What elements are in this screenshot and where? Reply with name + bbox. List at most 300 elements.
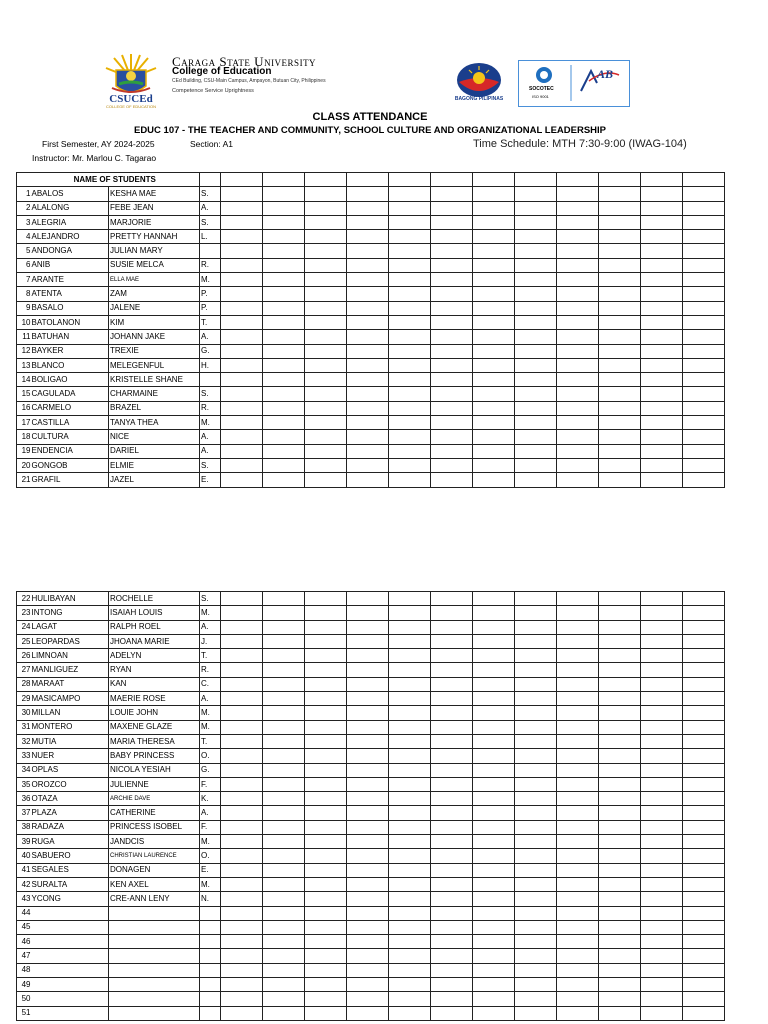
attendance-cell[interactable] [263, 1006, 305, 1020]
attendance-cell[interactable] [473, 230, 515, 244]
attendance-cell[interactable] [599, 892, 641, 906]
attendance-cell[interactable] [305, 416, 347, 430]
attendance-cell[interactable] [515, 806, 557, 820]
attendance-cell[interactable] [431, 978, 473, 992]
attendance-cell[interactable] [347, 215, 389, 229]
attendance-cell[interactable] [347, 792, 389, 806]
attendance-cell[interactable] [389, 820, 431, 834]
attendance-cell[interactable] [683, 877, 725, 891]
attendance-cell[interactable] [347, 344, 389, 358]
attendance-cell[interactable] [221, 358, 263, 372]
attendance-cell[interactable] [221, 992, 263, 1006]
attendance-cell[interactable] [557, 592, 599, 606]
attendance-cell[interactable] [221, 606, 263, 620]
attendance-cell[interactable] [263, 187, 305, 201]
attendance-cell[interactable] [263, 401, 305, 415]
attendance-cell[interactable] [557, 763, 599, 777]
attendance-cell[interactable] [515, 963, 557, 977]
attendance-cell[interactable] [347, 920, 389, 934]
attendance-cell[interactable] [641, 806, 683, 820]
attendance-cell[interactable] [599, 706, 641, 720]
attendance-cell[interactable] [347, 244, 389, 258]
attendance-cell[interactable] [515, 920, 557, 934]
attendance-cell[interactable] [641, 373, 683, 387]
attendance-cell[interactable] [221, 416, 263, 430]
attendance-cell[interactable] [263, 806, 305, 820]
attendance-cell[interactable] [515, 720, 557, 734]
attendance-cell[interactable] [515, 430, 557, 444]
attendance-cell[interactable] [263, 877, 305, 891]
attendance-cell[interactable] [389, 258, 431, 272]
attendance-cell[interactable] [515, 258, 557, 272]
attendance-cell[interactable] [641, 892, 683, 906]
attendance-cell[interactable] [347, 187, 389, 201]
attendance-cell[interactable] [683, 978, 725, 992]
attendance-cell[interactable] [347, 387, 389, 401]
attendance-cell[interactable] [221, 287, 263, 301]
attendance-cell[interactable] [389, 620, 431, 634]
attendance-cell[interactable] [599, 230, 641, 244]
attendance-cell[interactable] [641, 963, 683, 977]
attendance-cell[interactable] [221, 849, 263, 863]
attendance-cell[interactable] [641, 230, 683, 244]
attendance-cell[interactable] [221, 692, 263, 706]
attendance-cell[interactable] [515, 230, 557, 244]
attendance-cell[interactable] [641, 920, 683, 934]
attendance-cell[interactable] [473, 677, 515, 691]
attendance-cell[interactable] [599, 473, 641, 487]
attendance-cell[interactable] [473, 244, 515, 258]
attendance-cell[interactable] [515, 777, 557, 791]
attendance-cell[interactable] [389, 734, 431, 748]
attendance-cell[interactable] [389, 649, 431, 663]
attendance-cell[interactable] [263, 458, 305, 472]
attendance-cell[interactable] [347, 606, 389, 620]
attendance-cell[interactable] [473, 935, 515, 949]
attendance-cell[interactable] [473, 330, 515, 344]
attendance-cell[interactable] [599, 992, 641, 1006]
attendance-cell[interactable] [347, 720, 389, 734]
attendance-cell[interactable] [305, 358, 347, 372]
attendance-cell[interactable] [473, 649, 515, 663]
attendance-cell[interactable] [263, 820, 305, 834]
attendance-cell[interactable] [389, 373, 431, 387]
attendance-cell[interactable] [263, 777, 305, 791]
attendance-cell[interactable] [347, 835, 389, 849]
attendance-cell[interactable] [389, 473, 431, 487]
attendance-cell[interactable] [515, 978, 557, 992]
attendance-cell[interactable] [599, 634, 641, 648]
attendance-cell[interactable] [599, 430, 641, 444]
attendance-cell[interactable] [431, 677, 473, 691]
attendance-cell[interactable] [473, 258, 515, 272]
attendance-cell[interactable] [641, 906, 683, 920]
attendance-cell[interactable] [599, 330, 641, 344]
attendance-cell[interactable] [641, 692, 683, 706]
attendance-cell[interactable] [599, 734, 641, 748]
attendance-cell[interactable] [683, 358, 725, 372]
attendance-cell[interactable] [221, 301, 263, 315]
attendance-cell[interactable] [347, 373, 389, 387]
attendance-cell[interactable] [263, 863, 305, 877]
attendance-cell[interactable] [599, 663, 641, 677]
attendance-cell[interactable] [263, 606, 305, 620]
attendance-cell[interactable] [431, 258, 473, 272]
attendance-cell[interactable] [389, 230, 431, 244]
attendance-cell[interactable] [683, 835, 725, 849]
date-header-cell[interactable] [473, 173, 515, 187]
attendance-cell[interactable] [431, 835, 473, 849]
attendance-cell[interactable] [683, 806, 725, 820]
attendance-cell[interactable] [389, 935, 431, 949]
attendance-cell[interactable] [221, 315, 263, 329]
attendance-cell[interactable] [683, 387, 725, 401]
attendance-cell[interactable] [431, 963, 473, 977]
attendance-cell[interactable] [221, 877, 263, 891]
attendance-cell[interactable] [473, 634, 515, 648]
attendance-cell[interactable] [683, 892, 725, 906]
attendance-cell[interactable] [389, 430, 431, 444]
attendance-cell[interactable] [221, 935, 263, 949]
attendance-cell[interactable] [557, 315, 599, 329]
attendance-cell[interactable] [473, 863, 515, 877]
attendance-cell[interactable] [641, 792, 683, 806]
attendance-cell[interactable] [599, 358, 641, 372]
attendance-cell[interactable] [683, 649, 725, 663]
attendance-cell[interactable] [599, 387, 641, 401]
attendance-cell[interactable] [641, 258, 683, 272]
attendance-cell[interactable] [347, 330, 389, 344]
attendance-cell[interactable] [431, 373, 473, 387]
attendance-cell[interactable] [221, 330, 263, 344]
attendance-cell[interactable] [473, 906, 515, 920]
attendance-cell[interactable] [683, 692, 725, 706]
attendance-cell[interactable] [473, 849, 515, 863]
attendance-cell[interactable] [389, 863, 431, 877]
date-header-cell[interactable] [515, 173, 557, 187]
attendance-cell[interactable] [431, 920, 473, 934]
attendance-cell[interactable] [557, 949, 599, 963]
attendance-cell[interactable] [557, 634, 599, 648]
attendance-cell[interactable] [347, 430, 389, 444]
attendance-cell[interactable] [221, 230, 263, 244]
attendance-cell[interactable] [683, 430, 725, 444]
attendance-cell[interactable] [641, 287, 683, 301]
attendance-cell[interactable] [641, 358, 683, 372]
attendance-cell[interactable] [599, 258, 641, 272]
attendance-cell[interactable] [305, 387, 347, 401]
attendance-cell[interactable] [389, 849, 431, 863]
attendance-cell[interactable] [599, 373, 641, 387]
attendance-cell[interactable] [431, 949, 473, 963]
attendance-cell[interactable] [557, 978, 599, 992]
date-header-cell[interactable] [305, 173, 347, 187]
attendance-cell[interactable] [389, 187, 431, 201]
attendance-cell[interactable] [473, 215, 515, 229]
attendance-cell[interactable] [683, 416, 725, 430]
attendance-cell[interactable] [641, 416, 683, 430]
attendance-cell[interactable] [431, 473, 473, 487]
attendance-cell[interactable] [599, 344, 641, 358]
attendance-cell[interactable] [305, 344, 347, 358]
attendance-cell[interactable] [683, 963, 725, 977]
attendance-cell[interactable] [515, 444, 557, 458]
attendance-cell[interactable] [557, 430, 599, 444]
attendance-cell[interactable] [599, 963, 641, 977]
attendance-cell[interactable] [431, 330, 473, 344]
attendance-cell[interactable] [557, 677, 599, 691]
attendance-cell[interactable] [515, 401, 557, 415]
attendance-cell[interactable] [683, 230, 725, 244]
attendance-cell[interactable] [221, 201, 263, 215]
attendance-cell[interactable] [683, 663, 725, 677]
attendance-cell[interactable] [347, 444, 389, 458]
attendance-cell[interactable] [683, 458, 725, 472]
attendance-cell[interactable] [641, 430, 683, 444]
attendance-cell[interactable] [431, 1006, 473, 1020]
attendance-cell[interactable] [473, 620, 515, 634]
attendance-cell[interactable] [389, 663, 431, 677]
attendance-cell[interactable] [557, 230, 599, 244]
attendance-cell[interactable] [221, 920, 263, 934]
attendance-cell[interactable] [473, 444, 515, 458]
attendance-cell[interactable] [557, 458, 599, 472]
attendance-cell[interactable] [389, 444, 431, 458]
attendance-cell[interactable] [515, 301, 557, 315]
attendance-cell[interactable] [389, 273, 431, 287]
attendance-cell[interactable] [683, 606, 725, 620]
attendance-cell[interactable] [221, 649, 263, 663]
attendance-cell[interactable] [431, 444, 473, 458]
attendance-cell[interactable] [599, 606, 641, 620]
attendance-cell[interactable] [599, 187, 641, 201]
attendance-cell[interactable] [389, 949, 431, 963]
attendance-cell[interactable] [305, 663, 347, 677]
attendance-cell[interactable] [431, 849, 473, 863]
attendance-cell[interactable] [389, 458, 431, 472]
attendance-cell[interactable] [683, 906, 725, 920]
attendance-cell[interactable] [347, 849, 389, 863]
attendance-cell[interactable] [641, 777, 683, 791]
attendance-cell[interactable] [473, 692, 515, 706]
attendance-cell[interactable] [263, 273, 305, 287]
attendance-cell[interactable] [347, 734, 389, 748]
attendance-cell[interactable] [263, 416, 305, 430]
attendance-cell[interactable] [641, 749, 683, 763]
attendance-cell[interactable] [389, 201, 431, 215]
attendance-cell[interactable] [515, 416, 557, 430]
attendance-cell[interactable] [347, 416, 389, 430]
attendance-cell[interactable] [641, 1006, 683, 1020]
attendance-cell[interactable] [515, 315, 557, 329]
date-header-cell[interactable] [683, 173, 725, 187]
attendance-cell[interactable] [431, 792, 473, 806]
attendance-cell[interactable] [557, 863, 599, 877]
attendance-cell[interactable] [263, 444, 305, 458]
attendance-cell[interactable] [305, 315, 347, 329]
attendance-cell[interactable] [473, 1006, 515, 1020]
attendance-cell[interactable] [347, 649, 389, 663]
attendance-cell[interactable] [263, 892, 305, 906]
attendance-cell[interactable] [431, 215, 473, 229]
attendance-cell[interactable] [389, 706, 431, 720]
attendance-cell[interactable] [683, 992, 725, 1006]
attendance-cell[interactable] [557, 244, 599, 258]
attendance-cell[interactable] [473, 473, 515, 487]
attendance-cell[interactable] [221, 835, 263, 849]
attendance-cell[interactable] [389, 963, 431, 977]
date-header-cell[interactable] [557, 173, 599, 187]
attendance-cell[interactable] [473, 949, 515, 963]
attendance-cell[interactable] [347, 806, 389, 820]
attendance-cell[interactable] [473, 663, 515, 677]
attendance-cell[interactable] [473, 592, 515, 606]
attendance-cell[interactable] [683, 215, 725, 229]
attendance-cell[interactable] [473, 720, 515, 734]
attendance-cell[interactable] [221, 949, 263, 963]
attendance-cell[interactable] [263, 734, 305, 748]
attendance-cell[interactable] [515, 877, 557, 891]
attendance-cell[interactable] [641, 344, 683, 358]
attendance-cell[interactable] [305, 720, 347, 734]
attendance-cell[interactable] [641, 201, 683, 215]
attendance-cell[interactable] [515, 187, 557, 201]
attendance-cell[interactable] [599, 592, 641, 606]
attendance-cell[interactable] [599, 792, 641, 806]
attendance-cell[interactable] [305, 215, 347, 229]
attendance-cell[interactable] [263, 663, 305, 677]
attendance-cell[interactable] [515, 706, 557, 720]
attendance-cell[interactable] [557, 892, 599, 906]
attendance-cell[interactable] [347, 706, 389, 720]
attendance-cell[interactable] [473, 287, 515, 301]
attendance-cell[interactable] [389, 692, 431, 706]
attendance-cell[interactable] [473, 187, 515, 201]
attendance-cell[interactable] [641, 458, 683, 472]
attendance-cell[interactable] [557, 692, 599, 706]
attendance-cell[interactable] [599, 315, 641, 329]
attendance-cell[interactable] [473, 344, 515, 358]
attendance-cell[interactable] [599, 777, 641, 791]
attendance-cell[interactable] [641, 649, 683, 663]
attendance-cell[interactable] [557, 620, 599, 634]
attendance-cell[interactable] [557, 963, 599, 977]
attendance-cell[interactable] [599, 720, 641, 734]
attendance-cell[interactable] [263, 835, 305, 849]
attendance-cell[interactable] [431, 720, 473, 734]
attendance-cell[interactable] [515, 215, 557, 229]
attendance-cell[interactable] [347, 877, 389, 891]
attendance-cell[interactable] [305, 835, 347, 849]
attendance-cell[interactable] [557, 992, 599, 1006]
attendance-cell[interactable] [599, 458, 641, 472]
attendance-cell[interactable] [641, 187, 683, 201]
attendance-cell[interactable] [515, 935, 557, 949]
attendance-cell[interactable] [389, 358, 431, 372]
attendance-cell[interactable] [641, 949, 683, 963]
attendance-cell[interactable] [347, 749, 389, 763]
attendance-cell[interactable] [389, 592, 431, 606]
attendance-cell[interactable] [221, 749, 263, 763]
attendance-cell[interactable] [557, 877, 599, 891]
attendance-cell[interactable] [347, 892, 389, 906]
attendance-cell[interactable] [389, 920, 431, 934]
attendance-cell[interactable] [305, 330, 347, 344]
attendance-cell[interactable] [515, 749, 557, 763]
attendance-cell[interactable] [305, 473, 347, 487]
attendance-cell[interactable] [641, 244, 683, 258]
attendance-cell[interactable] [641, 734, 683, 748]
attendance-cell[interactable] [347, 763, 389, 777]
attendance-cell[interactable] [305, 806, 347, 820]
attendance-cell[interactable] [431, 692, 473, 706]
attendance-cell[interactable] [557, 720, 599, 734]
attendance-cell[interactable] [263, 620, 305, 634]
attendance-cell[interactable] [599, 401, 641, 415]
attendance-cell[interactable] [389, 877, 431, 891]
attendance-cell[interactable] [263, 749, 305, 763]
attendance-cell[interactable] [347, 978, 389, 992]
attendance-cell[interactable] [599, 692, 641, 706]
attendance-cell[interactable] [305, 458, 347, 472]
attendance-cell[interactable] [599, 201, 641, 215]
attendance-cell[interactable] [641, 620, 683, 634]
attendance-cell[interactable] [389, 330, 431, 344]
attendance-cell[interactable] [431, 649, 473, 663]
attendance-cell[interactable] [515, 892, 557, 906]
attendance-cell[interactable] [347, 906, 389, 920]
attendance-cell[interactable] [683, 330, 725, 344]
attendance-cell[interactable] [221, 401, 263, 415]
attendance-cell[interactable] [305, 373, 347, 387]
attendance-cell[interactable] [347, 677, 389, 691]
attendance-cell[interactable] [347, 963, 389, 977]
attendance-cell[interactable] [599, 416, 641, 430]
attendance-cell[interactable] [557, 663, 599, 677]
attendance-cell[interactable] [557, 201, 599, 215]
attendance-cell[interactable] [515, 949, 557, 963]
attendance-cell[interactable] [515, 473, 557, 487]
attendance-cell[interactable] [641, 444, 683, 458]
attendance-cell[interactable] [221, 906, 263, 920]
attendance-cell[interactable] [221, 473, 263, 487]
attendance-cell[interactable] [473, 978, 515, 992]
attendance-cell[interactable] [599, 677, 641, 691]
attendance-cell[interactable] [347, 863, 389, 877]
attendance-cell[interactable] [557, 344, 599, 358]
attendance-cell[interactable] [641, 863, 683, 877]
attendance-cell[interactable] [599, 820, 641, 834]
attendance-cell[interactable] [683, 201, 725, 215]
attendance-cell[interactable] [347, 287, 389, 301]
attendance-cell[interactable] [515, 458, 557, 472]
attendance-cell[interactable] [641, 877, 683, 891]
attendance-cell[interactable] [683, 949, 725, 963]
attendance-cell[interactable] [683, 592, 725, 606]
attendance-cell[interactable] [473, 763, 515, 777]
attendance-cell[interactable] [389, 344, 431, 358]
attendance-cell[interactable] [221, 430, 263, 444]
attendance-cell[interactable] [431, 287, 473, 301]
attendance-cell[interactable] [347, 663, 389, 677]
attendance-cell[interactable] [683, 634, 725, 648]
attendance-cell[interactable] [683, 920, 725, 934]
attendance-cell[interactable] [305, 244, 347, 258]
attendance-cell[interactable] [305, 258, 347, 272]
attendance-cell[interactable] [641, 992, 683, 1006]
attendance-cell[interactable] [557, 734, 599, 748]
attendance-cell[interactable] [473, 992, 515, 1006]
